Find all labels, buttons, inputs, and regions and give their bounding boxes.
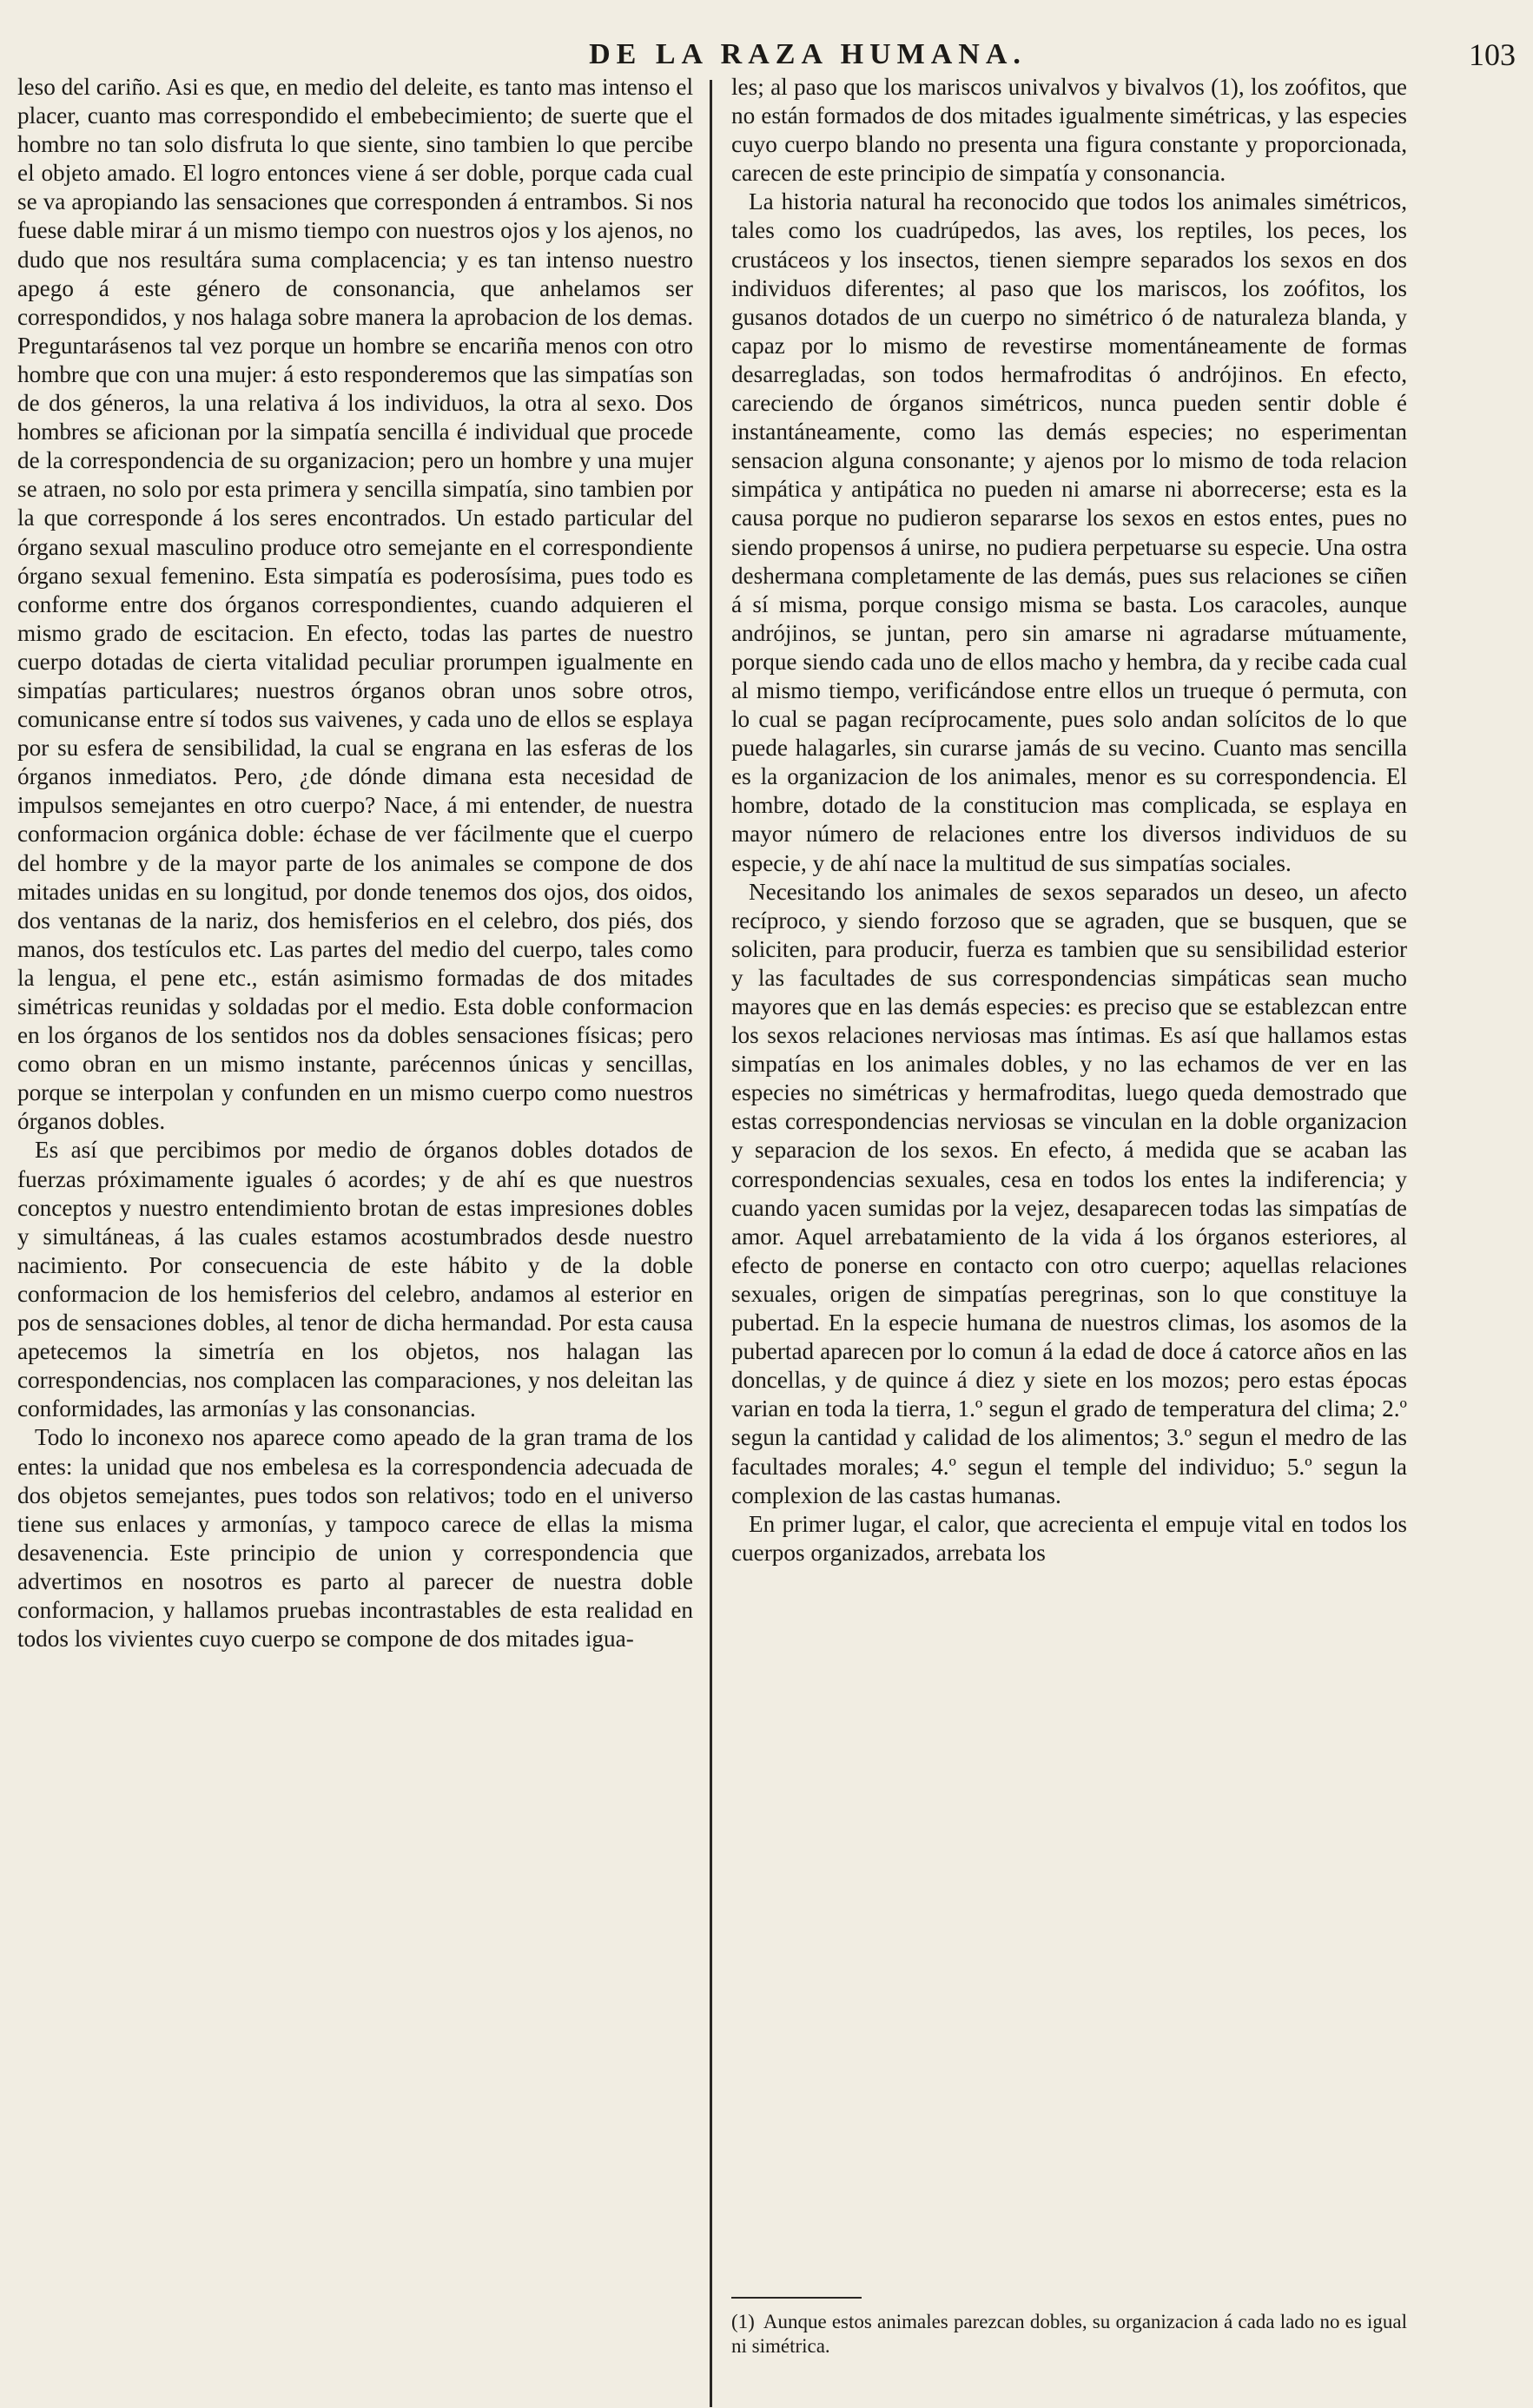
right-column <box>731 73 1407 1567</box>
left-column <box>17 73 693 1653</box>
page-number: 103 <box>1469 37 1516 72</box>
paragraph: Es así que percibimos por medio de órganos dobles dotados de fuerzas próximamente iguales ó acordes; y de ahí es que nuestros conceptos y nuestro entendimiento brotan de estas impresiones dobles y simultáneas, á las cuales estamos acostumbrados desde nuestro nacimiento. Por consecuencia de este hábito y de la doble conformacion de los hemisferios del celebro, andamos al esterior en pos de sensaciones dobles, al tenor de dicha hermandad. Por esta causa apetecemos la simetría en los objetos, nos halagan las correspondencias, nos complacen las comparaciones, y nos deleitan las conformidades, las armonías y las consonancias. <box>17 1137 693 1422</box>
paragraph: En primer lugar, el calor, que acrecienta el empuje vital en todos los cuerpos organizados, arrebata los <box>731 1510 1407 1566</box>
paragraph: La historia natural ha reconocido que todos los animales simétricos, tales como los cuadrúpedos, las aves, los reptiles, los peces, los crustáceos y los insectos, tienen siempre separados los sexos en dos individuos diferentes; al paso que los mariscos, los zoófitos, los gusanos dotados de un cuerpo no simétrico ó de naturaleza blanda, y capaz por lo mismo de revestirse momentáneamente de formas desarregladas, son todos hermafroditas ó andrójinos. En efecto, careciendo de órganos simétricos, nunca pueden sentir doble é instantáneamente, como las demás especies; no esperimentan sensacion alguna consonante; y ajenos por lo mismo de toda relacion simpática y antipática no pueden ni amarse ni aborrecerse; esta es la causa porque no pudieron separarse los sexos en estos entes, pues no siendo propensos á unirse, no pudiera perpetuarse su especie. Una ostra deshermana completamente de las demás, pues sus relaciones se ciñen á sí misma, porque consigo misma se basta. Los caracoles, aunque andrójinos, se juntan, pero sin amarse ni agradarse mútuamente, porque siendo cada uno de ellos macho y hembra, da y recibe cada cual al mismo tiempo, verificándose entre ellos un trueque ó permuta, con lo cual se pagan recíprocamente, pues solo andan solícitos de lo que puede halagarles, sin curarse jamás de su vecino. Cuanto mas sencilla es la organizacion de los animales, menor es su correspondencia. El hombre, dotado de la constitucion mas complicada, se esplaya en mayor número de relaciones entre los diversos individuos de su especie, y de ahí nace la multitud de sus simpatías sociales. <box>731 188 1407 876</box>
paragraph: les; al paso que los mariscos univalvos y bivalvos (1), los zoófitos, que no están formados de dos mitades igualmente simétricas, y las especies cuyo cuerpo blando no presenta una figura constante y proporcionada, carecen de este principio de simpatía y consonancia. <box>731 74 1407 187</box>
running-head <box>0 35 1533 78</box>
paragraph: Necesitando los animales de sexos separados un deseo, un afecto recíproco, y siendo forzoso que se agraden, que se busquen, que se soliciten, para producir, fuerza es tambien que su sensibilidad esterior y las facultades de sus correspondencias simpáticas sean mucho mayores que en las demás especies: es preciso que se establezcan entre los sexos relaciones nerviosas mas íntimas. Es así que hallamos estas simpatías en los animales dobles, y no las echamos de ver en las especies no simétricas y hermafroditas, luego queda demostrado que estas correspondencias nerviosas se vinculan en la doble organizacion y separacion de los sexos. En efecto, á medida que se acaban las correspondencias sexuales, cesa en todos los entes la indiferencia; y cuando yacen sumidas por la vejez, desaparecen todas las simpatías de amor. Aquel arrebatamiento de la vida á los órganos esteriores, al efecto de ponerse en contacto con otro cuerpo; aquellas relaciones sexuales, origen de simpatías peregrinas, son lo que constituye la pubertad. En la especie humana de nuestros climas, los asomos de la pubertad aparecen por lo comun á la edad de doce á catorce años en las doncellas, y de quince á diez y siete en los mozos; pero estas épocas varian en toda la tierra, 1.º segun el grado de temperatura del clima; 2.º segun la cantidad y calidad de los alimentos; 3.º segun el medro de las facultades morales; 4.º segun el temple del individuo; 5.º segun la complexion de las castas humanas. <box>731 878 1407 1508</box>
paragraph: Todo lo inconexo nos aparece como apeado de la gran trama de los entes: la unidad que nos embelesa es la correspondencia adecuada de dos objetos semejantes, pues todos son relativos; todo en el universo tiene sus enlaces y armonías, y tampoco carece de ellas la misma desavenencia. Este principio de union y correspondencia que advertimos en nosotros es parto al parecer de nuestra doble conformacion, y hallamos pruebas incontrastables de esta realidad en todos los vivientes cuyo cuerpo se compone de dos mitades igua- <box>17 1424 693 1653</box>
footnote-mark: (1) <box>731 2311 755 2332</box>
footnote-divider <box>731 2297 862 2299</box>
running-title: DE LA RAZA HUMANA. <box>589 38 1027 70</box>
footnote-text: Aunque estos animales parezcan dobles, su organizacion á cada lado no es igual ni simétrica. <box>731 2311 1407 2357</box>
paragraph: leso del cariño. Asi es que, en medio del deleite, es tanto mas intenso el placer, cuanto mas correspondido el embebecimiento; de suerte que el hombre no tan solo disfruta lo que siente, sino tambien lo que percibe el objeto amado. El logro entonces viene á ser doble, porque cada cual se va apropiando las sensaciones que corresponden á entrambos. Si nos fuese dable mirar á un mismo tiempo con nuestros ojos y los ajenos, no dudo que nos resultára suma complacencia; y es tan intenso nuestro apego á este género de consonancia, que anhelamos ser correspondidos, y nos halaga sobre manera la aprobacion de los demas. Preguntarásenos tal vez porque un hombre se encariña menos con otro hombre que con una mujer: á esto responderemos que las simpatías son de dos géneros, la una relativa á los individuos, la otra al sexo. Dos hombres se aficionan por la simpatía sencilla é individual que procede de la correspondencia de su organizacion; pero un hombre y una mujer se atraen, no solo por esta primera y sencilla simpatía, sino tambien por la que corresponde á los seres encontrados. Un estado particular del órgano sexual masculino produce otro semejante en el correspondiente órgano sexual femenino. Esta simpatía es poderosísima, pues todo es conforme entre dos órganos correspondientes, cuando adquieren el mismo grado de escitacion. En efecto, todas las partes de nuestro cuerpo dotadas de cierta vitalidad peculiar prorumpen igualmente en simpatías particulares; nuestros órganos obran unos sobre otros, comunicanse entre sí todos sus vaivenes, y cada uno de ellos se esplaya por su esfera de sensibilidad, la cual se engrana en las esferas de los órganos inmediatos. Pero, ¿de dónde dimana esta necesidad de impulsos semejantes en otro cuerpo? Nace, á mi entender, de nuestra conformacion orgánica doble: échase de ver fácilmente que el cuerpo del hombre y de la mayor parte de los animales se compone de dos mitades unidas en su longitud, por donde tenemos dos ojos, dos oidos, dos ventanas de la nariz, dos hemisferios en el celebro, dos piés, dos manos, dos testículos etc. Las partes del medio del cuerpo, tales como la lengua, el pene etc., están asimismo formadas de dos mitades simétricas reunidas y soldadas por el medio. Esta doble conformacion en los órganos de los sentidos nos da dobles sensaciones físicas; pero como obran en un mismo instante, parécennos únicas y sencillas, porque se interpolan y confunden en un mismo cuerpo como nuestros órganos dobles. <box>17 74 693 1135</box>
column-divider <box>710 80 712 2407</box>
footnote <box>731 2310 1407 2359</box>
